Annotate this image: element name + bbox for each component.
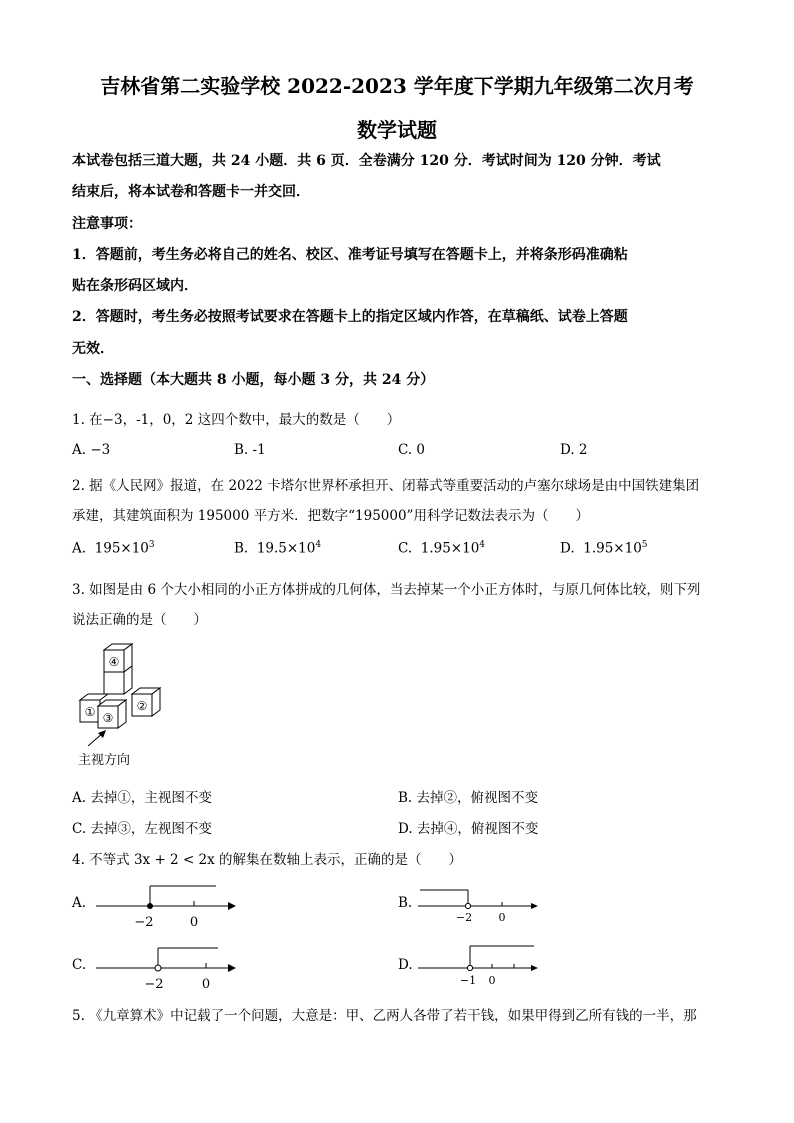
q3-option-b: B. 去掉②，俯视图不变 <box>398 790 539 806</box>
exam-subtitle: 数学试题 <box>357 118 437 142</box>
q2-option-d: D. $1.95\times 10^5$ <box>560 540 648 557</box>
svg-text:0: 0 <box>189 915 199 930</box>
svg-text:0: 0 <box>201 977 211 992</box>
cube-2-label: ② <box>136 699 148 713</box>
q4-option-c-label: C. <box>72 957 87 973</box>
note-2-line-2: 无效． <box>72 341 114 357</box>
view-direction-label: 主视方向 <box>78 753 131 768</box>
note-1-line-2: 贴在条形码区域内． <box>72 278 198 294</box>
open-point <box>467 965 472 970</box>
q4-number-line-c <box>92 942 242 992</box>
svg-text:0: 0 <box>488 974 496 987</box>
svg-text:−2: −2 <box>144 977 164 992</box>
cube-1-top <box>80 694 108 700</box>
q4-option-b-label: B. <box>398 895 413 911</box>
closed-point <box>147 903 153 909</box>
svg-text:0: 0 <box>498 911 506 924</box>
q2-line-2: 承建，其建筑面积为 195000 平方米．把数字“195000”用科学记数法表示为（ ） <box>72 508 589 524</box>
open-point <box>155 965 161 971</box>
cube-4-label: ④ <box>108 655 120 669</box>
q1-option-d: D. 2 <box>560 442 588 458</box>
q4-option-d-label: D. <box>398 957 413 973</box>
q5-line-1: 5. 《九章算术》中记载了一个问题，大意是：甲、乙两人各带了若干钱，如果甲得到乙所有钱的一半，那 <box>72 1008 697 1024</box>
q2-option-b: B. $19.5\times 10^4$ <box>234 540 322 557</box>
intro-line-1: 本试卷包括三道大题，共 24 小题．共 6 页．全卷满分 120 分．考试时间为 120 分钟．考试 <box>72 153 661 169</box>
exam-title: 吉林省第二实验学校 2022-2023 学年度下学期九年级第二次月考 <box>100 74 694 98</box>
q1-stem: 1. 在−3，-1，0，2 这四个数中，最大的数是（ ） <box>72 412 401 428</box>
q2-line-1: 2. 据《人民网》报道，在 2022 卡塔尔世界杯承担开、闭幕式等重要活动的卢塞尔球场是由中国铁建集团 <box>72 478 700 494</box>
q4-stem: 4. 不等式 3x + 2 < 2x 的解集在数轴上表示，正确的是（ ） <box>72 852 463 868</box>
note-1-line-1: 1．答题前，考生务必将自己的姓名、校区、准考证号填写在答题卡上，并将条形码准确粘 <box>72 247 628 263</box>
svg-text:−2: −2 <box>134 915 154 930</box>
intro-line-2: 结束后，将本试卷和答题卡一并交回． <box>72 184 310 200</box>
q4-number-line-b <box>414 884 544 926</box>
q1-option-b: B. -1 <box>234 442 266 458</box>
q2-option-c: C. $1.95\times 10^4$ <box>398 540 486 557</box>
section-1-heading: 一、选择题（本大题共 8 小题，每小题 3 分，共 24 分） <box>72 372 435 388</box>
notes-heading: 注意事项： <box>72 216 142 232</box>
open-point <box>465 903 470 908</box>
q4-number-line-d <box>414 942 544 990</box>
q3-line-1: 3. 如图是由 6 个大小相同的小正方体拼成的几何体，当去掉某一个小正方体时，与原几何体比较，则下列 <box>72 582 701 598</box>
q2-option-a: A. $195\times 10^3$ <box>72 540 155 557</box>
q1-option-c: C. 0 <box>398 442 426 458</box>
svg-text:−2: −2 <box>455 911 473 924</box>
cube-3-label: ③ <box>102 711 114 725</box>
q1-option-a: A. −3 <box>72 442 111 458</box>
q3-option-c: C. 去掉③，左视图不变 <box>72 821 212 837</box>
q3-line-2: 说法正确的是（ ） <box>72 612 207 628</box>
q4-option-a-label: A. <box>72 895 87 911</box>
cube-figure <box>70 640 180 770</box>
q4-number-line-a <box>92 880 242 930</box>
svg-text:−1: −1 <box>459 974 477 987</box>
cube-1-label: ① <box>84 705 96 719</box>
q3-option-a: A. 去掉①，主视图不变 <box>72 790 212 806</box>
q3-option-d: D. 去掉④，俯视图不变 <box>398 821 539 837</box>
note-2-line-1: 2．答题时，考生务必按照考试要求在答题卡上的指定区域内作答，在草稿纸、试卷上答题 <box>72 309 628 325</box>
